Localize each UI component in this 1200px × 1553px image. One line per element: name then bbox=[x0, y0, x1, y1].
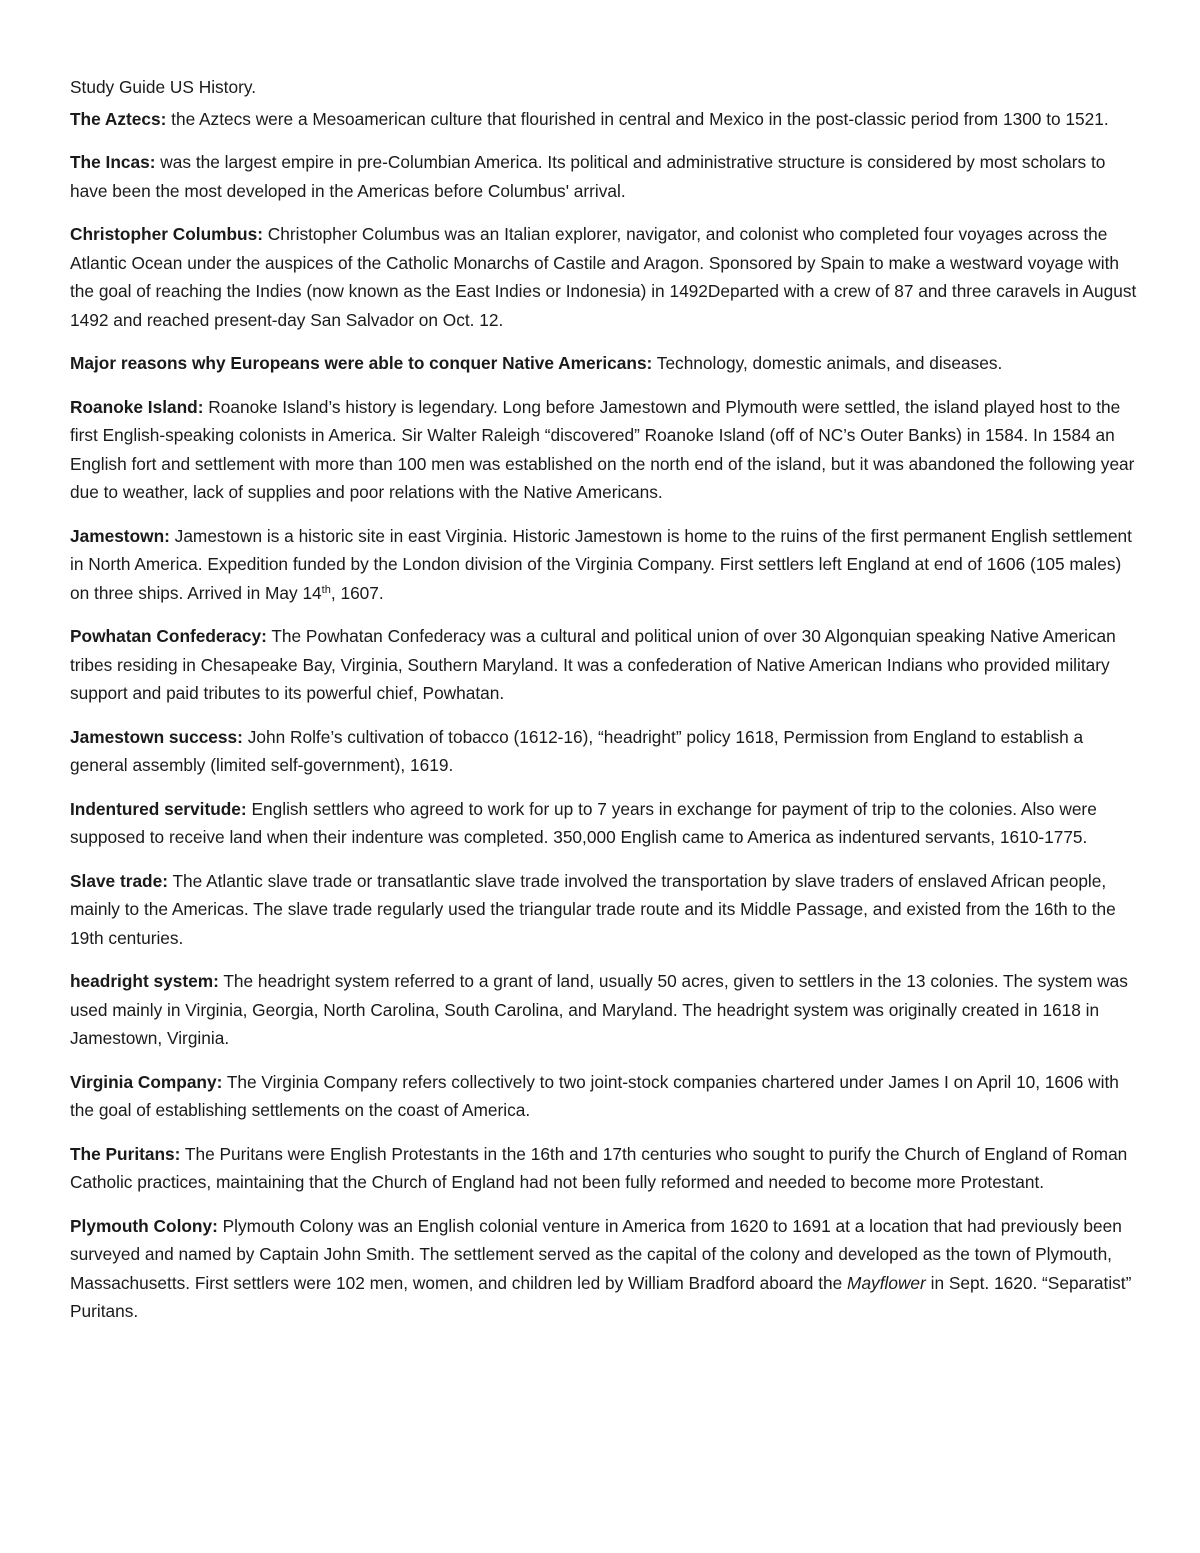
entry-jamestown-success bbox=[70, 723, 1140, 780]
entry-aztecs bbox=[70, 105, 1140, 134]
entry-term: Plymouth Colony: bbox=[70, 1215, 218, 1236]
entry-term: The Puritans: bbox=[70, 1143, 181, 1164]
ship-name: Mayflower bbox=[847, 1272, 926, 1293]
entry-term: Virginia Company: bbox=[70, 1071, 223, 1092]
entry-term: Indentured servitude: bbox=[70, 798, 247, 819]
entry-text: the Aztecs were a Mesoamerican culture that flourished in central and Mexico in the post-classic period from 1300 to 1521. bbox=[166, 108, 1109, 129]
entry-roanoke-island bbox=[70, 393, 1140, 507]
entry-term: Major reasons why Europeans were able to conquer Native Americans: bbox=[70, 353, 653, 373]
entry-text-end: , 1607. bbox=[330, 582, 384, 603]
entry-text: John Rolfe’s cultivation of tobacco (1612-16), “headright” policy 1618, Permission from England to establish a general assembly (limited self-government), 1619. bbox=[70, 726, 1084, 775]
entry-term: The Aztecs: bbox=[70, 108, 167, 129]
entry-headright-system bbox=[70, 967, 1140, 1053]
entry-term: Powhatan Confederacy: bbox=[70, 626, 267, 646]
entry-term: headright system: bbox=[70, 971, 219, 991]
entry-term: Christopher Columbus: bbox=[70, 224, 263, 244]
entry-major-reasons bbox=[70, 349, 1140, 378]
entry-text: English settlers who agreed to work for up to 7 years in exchange for payment of trip to the colonies. Also were supposed to receive land when their indenture was completed. 350,000 English came to America as indentured servants, 1610-1775. bbox=[70, 798, 1097, 847]
entry-jamestown bbox=[70, 522, 1140, 608]
entry-text: was the largest empire in pre-Columbian America. Its political and administrative structure is considered by most scholars to have been the most developed in the Americas before Columbus' arrival. bbox=[70, 152, 1106, 201]
entry-text: The Powhatan Confederacy was a cultural and political union of over 30 Algonquian speaking Native American tribes residing in Chesapeake Bay, Virginia, Southern Maryland. It was a confederation of Native American Indians who provided military support and paid tributes to its powerful chief, Powhatan. bbox=[70, 626, 1116, 703]
entry-text: The headright system referred to a grant of land, usually 50 acres, given to settlers in the 13 colonies. The system was used mainly in Virginia, Georgia, North Carolina, South Carolina, and Maryland. The headright system was originally created in 1618 in Jamestown, Virginia. bbox=[70, 971, 1128, 1048]
entry-text: Roanoke Island’s history is legendary. Long before Jamestown and Plymouth were settled, the island played host to the first English-speaking colonists in America. Sir Walter Raleigh “discovered” Roanoke Island (off of NC’s Outer Banks) in 1584. In 1584 an English fort and settlement with more than 100 men was established on the north end of the island, but it was abandoned the following year due to weather, lack of supplies and poor relations with the Native Americans. bbox=[70, 396, 1135, 502]
entry-text: The Virginia Company refers collectively to two joint-stock companies chartered under James I on April 10, 1606 with the goal of establishing settlements on the coast of America. bbox=[70, 1071, 1119, 1120]
entry-powhatan-confederacy bbox=[70, 622, 1140, 708]
entry-text: The Atlantic slave trade or transatlantic slave trade involved the transportation by slave traders of enslaved African people, mainly to the Americas. The slave trade regularly used the triangular trade route and its Middle Passage, and existed from the 16th to the 19th centuries. bbox=[70, 870, 1116, 948]
entry-puritans bbox=[70, 1140, 1140, 1197]
entry-term: Slave trade: bbox=[70, 870, 168, 891]
entry-indentured-servitude bbox=[70, 795, 1140, 852]
entry-text-end: in Sept. 1620. “Separatist” Puritans. bbox=[70, 1272, 1132, 1321]
entry-term: Jamestown: bbox=[70, 525, 170, 546]
study-guide-page bbox=[70, 73, 1140, 1341]
entry-slave-trade bbox=[70, 867, 1140, 953]
entry-virginia-company bbox=[70, 1068, 1140, 1125]
entry-text: The Puritans were English Protestants in the 16th and 17th centuries who sought to purify the Church of England of Roman Catholic practices, maintaining that the Church of England had not been fully reformed and needed to become more Protestant. bbox=[70, 1143, 1128, 1192]
entry-term: Jamestown success: bbox=[70, 726, 243, 747]
document-title: Study Guide US History. bbox=[70, 77, 257, 97]
entry-term: Roanoke Island: bbox=[70, 396, 204, 417]
entry-plymouth-colony bbox=[70, 1212, 1140, 1326]
ordinal-suffix: th bbox=[321, 583, 331, 596]
entry-incas bbox=[70, 148, 1140, 205]
entry-text: Christopher Columbus was an Italian explorer, navigator, and colonist who completed four voyages across the Atlantic Ocean under the auspices of the Catholic Monarchs of Castile and Aragon. Sponsored by Spain to make a westward voyage with the goal of reaching the Indies (now known as the East Indies or Indonesia) in 1492Departed with a crew of 87 and three caravels in August 1492 and reached present-day San Salvador on Oct. 12. bbox=[70, 224, 1137, 330]
entry-term: The Incas: bbox=[70, 152, 156, 172]
entry-text: Technology, domestic animals, and diseases. bbox=[652, 353, 1003, 373]
entry-text: Plymouth Colony was an English colonial venture in America from 1620 to 1691 at a location that had previously been surveyed and named by Captain John Smith. The settlement served as the capital of the colony and developed as the town of Plymouth, Massachusetts. First settlers were 102 men, women, and children led by William Bradford aboard the bbox=[70, 1215, 1122, 1293]
entry-text: Jamestown is a historic site in east Virginia. Historic Jamestown is home to the ruins of the first permanent English settlement in North America. Expedition funded by the London division of the Virginia Company. First settlers left England at end of 1606 (105 males) on three ships. Arrived in May 14 bbox=[70, 525, 1132, 603]
entry-columbus bbox=[70, 220, 1140, 334]
